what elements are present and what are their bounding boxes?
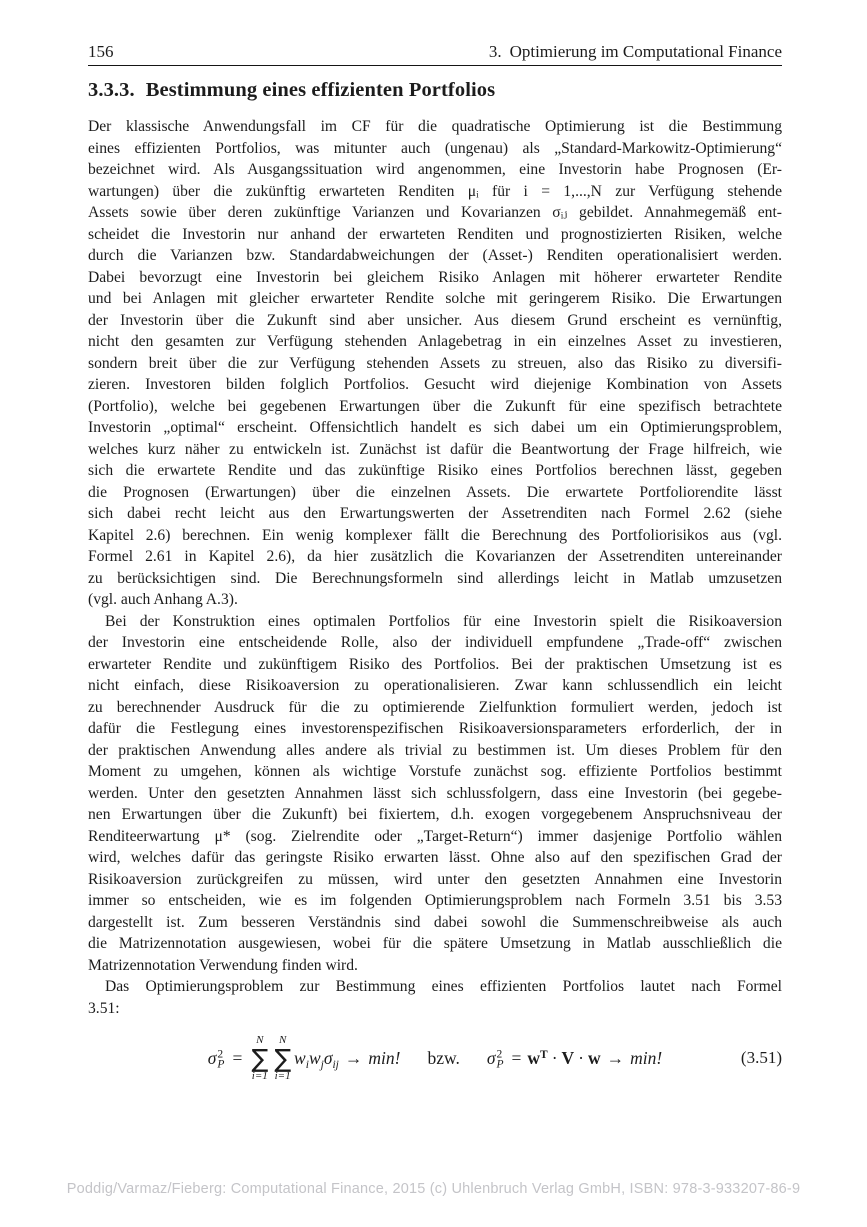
section-title: Bestimmung eines effizienten Portfolios [145, 79, 496, 101]
page-number: 156 [88, 42, 114, 61]
text-line: zu berechnender Ausdruck für die zu optimierende Zielfunktion formuliert werden, jedoch ist [88, 698, 782, 716]
equation-matrix-form [487, 1048, 662, 1069]
text-line: Risikoaversion zurückgreifen zu müssen, wird unter den gesetzten Annahmen eine Investorin [88, 870, 782, 888]
text-line: sondern breit über die zur Verfügung stehenden Assets zu streuen, also das Risiko zu diversifi- [88, 354, 782, 372]
text-line: Dabei bevorzugt eine Investorin bei gleichem Risiko Anlagen mit höherer erwarteter Rendite [88, 268, 782, 286]
text-column [88, 0, 782, 1091]
equals-sign: = [511, 1047, 522, 1068]
text-line: Investorin „optimal“ erscheint. Offensichtlich handelt es sich dabei um ein Optimierungsproblem, [88, 419, 782, 436]
text-line: Assets sowie über deren zukünftige Varianzen und Kovarianzen σᵢⱼ gebildet. Annahmegemäß ent- [88, 204, 782, 221]
text-line: Bei der Konstruktion eines optimalen Portfolios für eine Investorin spielt die Risikoaversion [105, 612, 782, 630]
sigma-symbol: σ [207, 1047, 217, 1068]
text-line: immer so entscheiden, wie es im folgenden Optimierungsproblem nach Formeln 3.51 bis 3.53 [88, 892, 782, 909]
text-line: zieren. Investoren bilden folglich Portfolios. Gesucht wird diejenige Kombination von Assets [88, 376, 782, 393]
body-text [88, 116, 782, 1019]
text-line: (Portfolio), welche bei gegebenen Erwartungen über die Zukunft für eine spezifisch betrachtete [88, 397, 782, 415]
text-line: der praktischen Anwendung alles andere als trivial zu bestimmen ist. Um dieses Problem für den [88, 741, 782, 759]
chapter-running-title [489, 42, 782, 62]
minimize-label: min! [630, 1047, 663, 1068]
text-line: der Investorin eine entscheidende Rolle, also der individuell empfundene „Trade-off“ zwischen [88, 634, 782, 651]
text-line: 3.51: [88, 999, 120, 1017]
running-head [88, 0, 782, 62]
text-line: eines effizienten Portfolios, was mitunter auch (ungenau) als „Standard-Markowitz-Optimierung“ [88, 139, 782, 157]
text-line: Renditeerwartung μ* (sog. Zielrendite oder „Target-Return“) immer dasjenige Portfolio wählen [88, 827, 782, 845]
text-line: wartungen) über die zukünftig erwarteten Renditen μᵢ für i = 1,...,N zur Verfügung stehende [88, 182, 782, 200]
text-line: Der klassische Anwendungsfall im CF für die quadratische Optimierung ist die Bestimmung [88, 118, 782, 135]
text-line: Formel 2.61 in Kapitel 2.6), da hier zusätzlich die Kovarianzen der Assetrenditen untereinander [88, 548, 782, 565]
weight-j-term: $w_j$ [308, 1047, 324, 1071]
sum-operator-icon: N ∑ i=1 [274, 1033, 292, 1082]
text-line: werden. Unter den gesetzten Annahmen lässt sich schlussfolgern, dass eine Investorin (bei gegebe- [88, 784, 782, 802]
text-line: die Prognosen (Erwartungen) über die einzelnen Assets. Die erwartete Portfoliorendite lässt [88, 483, 782, 501]
weight-vector-transposed: $w^T$ [527, 1047, 548, 1068]
minimize-label: min! [368, 1047, 401, 1068]
dot-operator: · [578, 1047, 584, 1068]
paragraph [88, 611, 782, 977]
paragraph [88, 116, 782, 611]
text-line: Das Optimierungsproblem zur Bestimmung eines effizienten Portfolios lautet nach Formel [105, 978, 782, 995]
section-number: 3.3.3. [88, 79, 135, 101]
text-line: durch die Varianzen bzw. Standardabweichungen der (Asset-) Renditen operationalisiert werden. [88, 247, 782, 264]
equation-content [208, 1035, 662, 1082]
arrow-icon: → [606, 1047, 625, 1068]
covariance-term: $\sigma_{ij}$ [323, 1047, 339, 1071]
text-line: Kapitel 2.6) berechnen. Ein wenig komplexer fällt die Berechnung des Portfoliorisikos aus (vgl. [88, 526, 782, 544]
header-rule [88, 65, 782, 66]
text-line: zu berücksichtigen sind. Die Berechnungsformeln sind allerdings leicht in Matlab umzusetzen [88, 569, 782, 587]
text-line: sich die erwartete Rendite und das zukünftige Risiko eines Portfolios berechnen lässt, gegeben [88, 462, 782, 479]
chapter-number: 3. [488, 42, 502, 61]
text-line: nicht einfach, diese Risikoaversion zu operationalisieren. Zwar kann schlussendlich ein leicht [88, 677, 782, 694]
equation-connector: bzw. [427, 1047, 460, 1068]
chapter-title: Optimierung im Computational Finance [509, 42, 782, 61]
covariance-matrix: V [561, 1047, 575, 1068]
text-line: wird, welches dafür das geringste Risiko erwarten lässt. Ohne also auf den spezifischen Grad der [88, 849, 782, 866]
text-line: die Matrizennotation ausgewiesen, wobei für die spätere Umsetzung in Matlab ausschließlich die [88, 935, 782, 952]
weight-i-term: $w_i$ [294, 1047, 309, 1071]
equation-sum-form [208, 1035, 401, 1082]
text-line: nicht den gesamten zur Verfügung stehenden Anlagebetrag in ein einzelnes Asset zu investieren, [88, 333, 782, 350]
section-heading [88, 79, 782, 102]
text-line: bezeichnet wird. Als Ausgangssituation wird angenommen, eine Investorin habe Prognosen (Er- [88, 161, 782, 178]
text-line: (vgl. auch Anhang A.3). [88, 591, 238, 608]
text-line: scheidet die Investorin nur anhand der erwarteten Renditen und prognostizierten Risiken, welche [88, 225, 782, 243]
equation-number: (3.51) [740, 1048, 782, 1067]
text-line: der Investorin über die Zukunft sind aber unsicher. Aus diesem Grund erscheint es vernünftig, [88, 311, 782, 329]
text-line: und bei Anlagen mit gleicher erwarteter Rendite solche mit geringerem Risiko. Die Erwartungen [88, 290, 782, 307]
weight-vector: w [588, 1047, 601, 1068]
sigma-symbol: σ [486, 1047, 496, 1068]
sigma-scripts: 2 P [496, 1048, 504, 1071]
text-line: sich dabei recht leicht aus den Erwartungswerten der Assetrenditen nach Formel 2.62 (siehe [88, 505, 782, 522]
paragraph [88, 976, 782, 1019]
sigma-scripts: 2 P [217, 1048, 225, 1071]
text-line: Moment zu umgehen, können als wichtige Vorstufe zunächst sog. effiziente Portfolios bestimmt [88, 763, 782, 780]
dot-operator: · [551, 1047, 558, 1068]
text-line: nen Erwartungen über die Zukunft) bei fixiertem, d.h. exogen vorgegebenem Anspruchsniveau der [88, 806, 782, 823]
arrow-icon: → [344, 1047, 363, 1068]
text-line: welches kurz näher zu entwickeln ist. Zunächst ist dafür die Beantwortung der Frage hilfreich, wie [88, 440, 782, 458]
text-line: dafür die Festlegung eines investorenspezifischen Risikoaversionsparameters erforderlich, der in [88, 720, 782, 737]
text-line: dargestellt ist. Zum besseren Verständnis sind dabei sowohl die Summenschreibweise als auch [88, 913, 782, 931]
text-line: erwarteter Rendite und zukünftigem Risiko des Portfolios. Bei der praktischen Umsetzung ist es [88, 655, 782, 673]
equation-3-51 [88, 1025, 782, 1091]
copyright-footer: Poddig/Varmaz/Fieberg: Computational Finance, 2015 (c) Uhlenbruch Verlag GmbH, ISBN: 978-3-933207-86-9 [66, 1181, 801, 1197]
sum-operator-icon: N ∑ i=1 [251, 1033, 269, 1082]
text-line: Matrizennotation Verwendung finden wird. [88, 956, 358, 974]
equals-sign: = [232, 1047, 243, 1068]
